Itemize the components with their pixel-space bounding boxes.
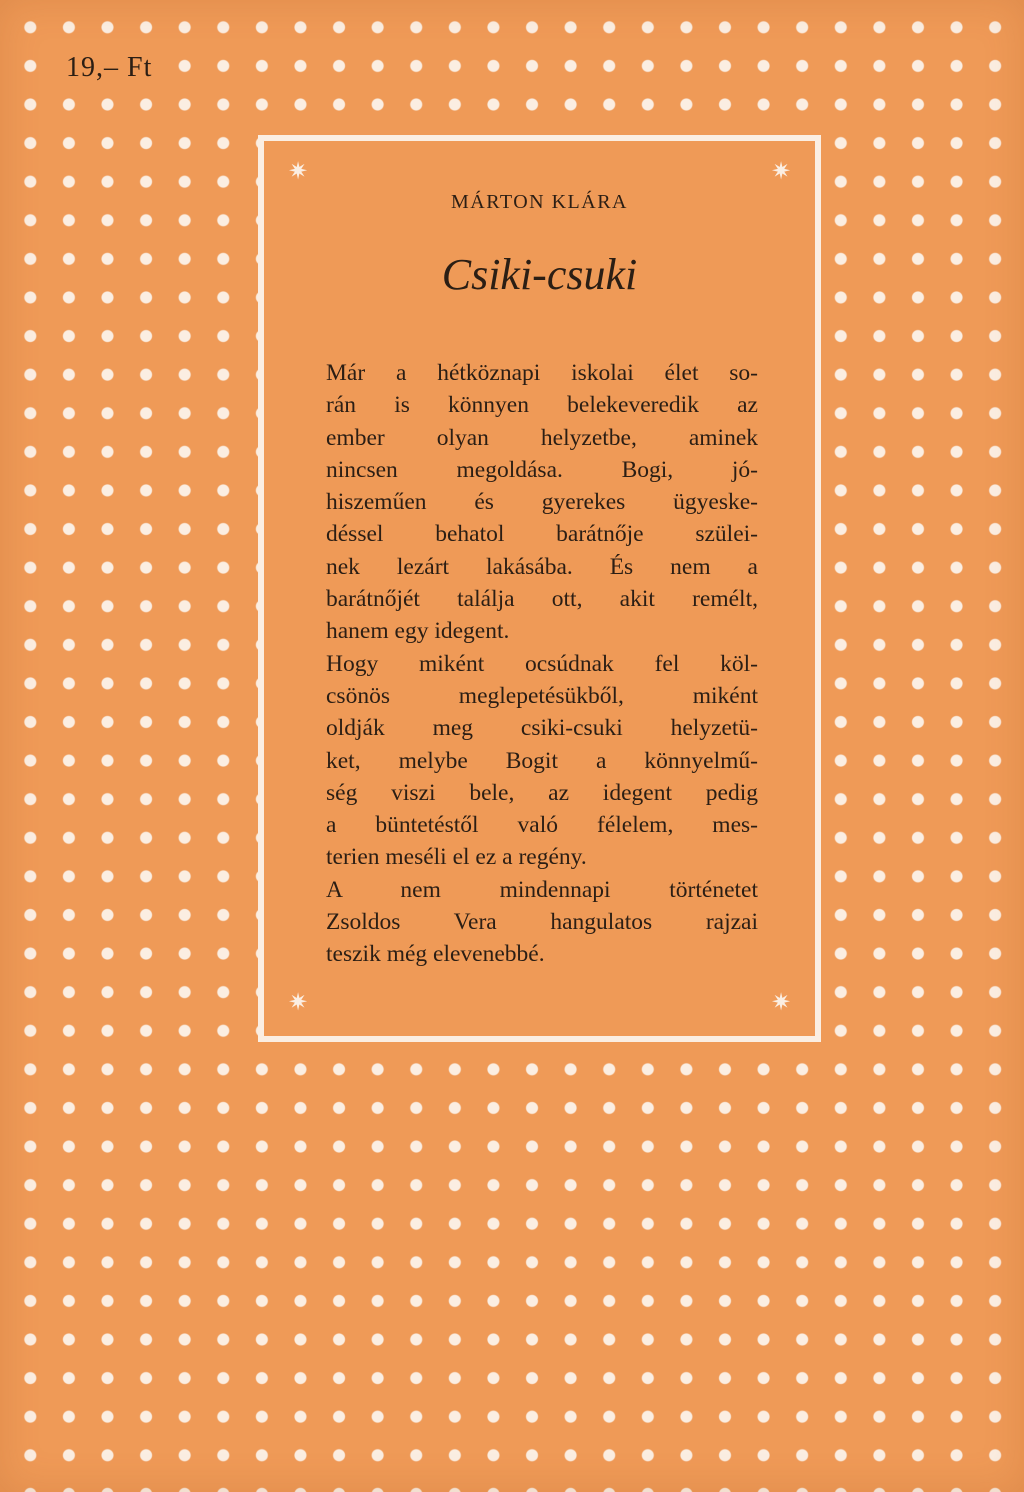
blurb-line: barátnőjét találja ott, akit remélt, xyxy=(326,586,758,613)
blurb-line: rán is könnyen belekeveredik az xyxy=(326,392,758,419)
blurb-line: hiszeműen és gyerekes ügyeske- xyxy=(326,489,758,516)
blurb-line: a büntetéstől való félelem, mes- xyxy=(326,812,758,839)
blurb-line: Már a hétköznapi iskolai élet so- xyxy=(326,360,758,386)
blurb-line: ember olyan helyzetbe, aminek xyxy=(326,424,758,451)
blurb-line: nincsen megoldása. Bogi, jó- xyxy=(326,456,758,483)
star-ornament-icon: ✷ xyxy=(287,157,309,185)
blurb-line: terien meséli el ez a regény. xyxy=(326,844,587,871)
author-name: MÁRTON KLÁRA xyxy=(451,191,628,213)
blurb-text xyxy=(326,357,758,971)
blurb-line: déssel behatol barátnője szülei- xyxy=(326,521,758,548)
blurb-line: Zsoldos Vera hangulatos rajzai xyxy=(326,909,758,936)
blurb-line: A nem mindennapi történetet xyxy=(326,876,758,903)
blurb-line: ket, melybe Bogit a könnyelmű- xyxy=(326,747,758,774)
star-ornament-icon: ✷ xyxy=(770,988,792,1016)
book-title: Csiki-csuki xyxy=(441,250,638,299)
blurb-line: hanem egy idegent. xyxy=(326,618,510,645)
blurb-line: csönös meglepetésükből, miként xyxy=(326,682,758,709)
star-ornament-icon: ✷ xyxy=(287,988,309,1016)
blurb-line: ség viszi bele, az idegent pedig xyxy=(326,779,758,806)
blurb-line: oldják meg csiki-csuki helyzetü- xyxy=(326,715,758,742)
blurb-line: nek lezárt lakásába. És nem a xyxy=(326,553,758,580)
blurb-panel xyxy=(258,135,821,1042)
blurb-line: teszik még elevenebbé. xyxy=(326,941,545,968)
price-label: 19,– Ft xyxy=(60,52,158,86)
blurb-line: Hogy miként ocsúdnak fel köl- xyxy=(326,650,758,677)
star-ornament-icon: ✷ xyxy=(770,157,792,185)
